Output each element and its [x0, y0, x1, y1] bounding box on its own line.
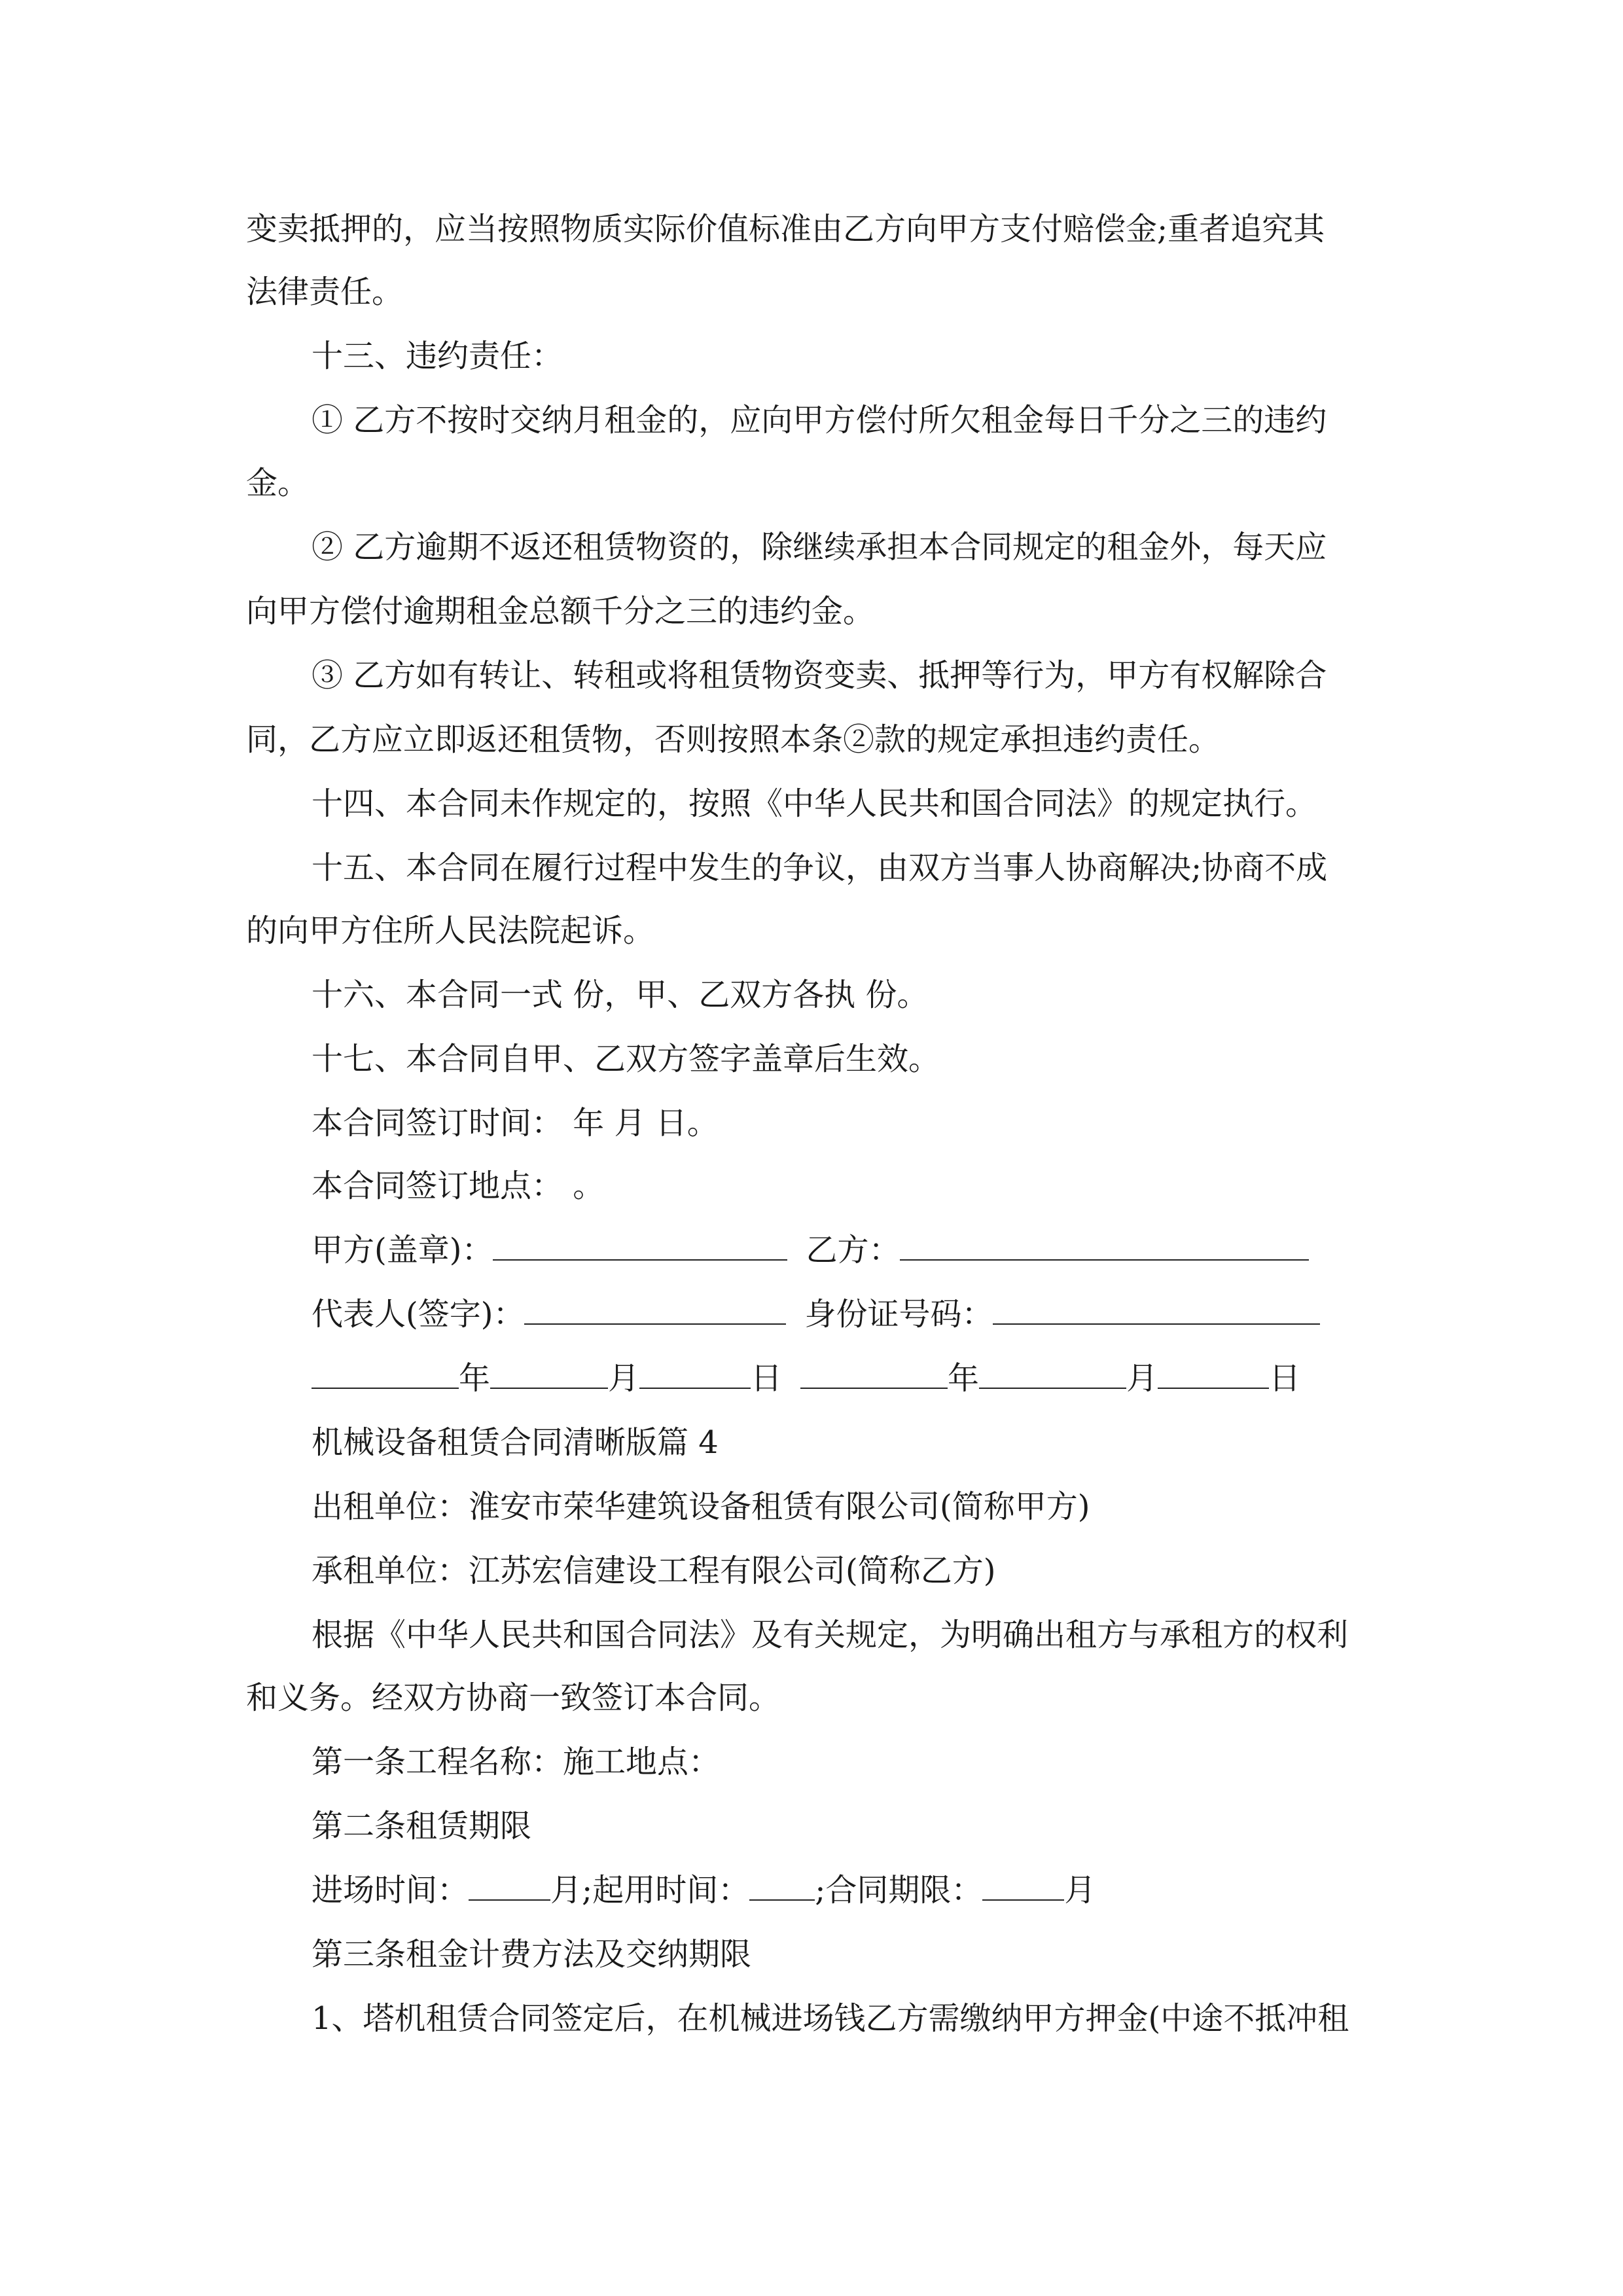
- paragraph-line: 1、塔机租赁合同签定后，在机械进场钱乙方需缴纳甲方押金(中途不抵冲租: [312, 2000, 1349, 2037]
- paragraph-line: 根据《中华人民共和国合同法》及有关规定，为明确出租方与承租方的权利: [312, 1617, 1349, 1653]
- contract-term-blank[interactable]: [982, 1871, 1064, 1901]
- party-a-label: 甲方(盖章)：: [312, 1232, 493, 1268]
- contract-term-label: ;合同期限：: [815, 1872, 983, 1909]
- date-month-blank[interactable]: [490, 1359, 608, 1389]
- date-day-blank[interactable]: [639, 1359, 751, 1389]
- id-number-blank[interactable]: [993, 1295, 1320, 1325]
- paragraph-line: 十六、本合同一式 份，甲、乙双方各执 份。: [312, 977, 929, 1013]
- entry-time-blank[interactable]: [469, 1871, 550, 1901]
- month-label: 月: [608, 1360, 640, 1397]
- representative-label: 代表人(签字)：: [312, 1296, 525, 1333]
- paragraph-line: 变卖抵押的，应当按照物质实际价值标准由乙方向甲方支付赔偿金;重者追究其: [246, 211, 1325, 247]
- representative-blank[interactable]: [524, 1295, 786, 1325]
- section-title: 机械设备租赁合同清晰版篇 4: [312, 1424, 719, 1461]
- date-year-blank[interactable]: [312, 1359, 459, 1389]
- lessee-line: 承租单位：江苏宏信建设工程有限公司(简称乙方): [312, 1552, 996, 1589]
- paragraph-line: 向甲方偿付逾期租金总额千分之三的违约金。: [246, 593, 875, 630]
- month-label: 月: [1064, 1872, 1096, 1909]
- signature-row-dates: [312, 1359, 1300, 1398]
- paragraph-line: 十五、本合同在履行过程中发生的争议，由双方当事人协商解决;协商不成: [312, 850, 1328, 886]
- paragraph-line: ② 乙方逾期不返还租赁物资的，除继续承担本合同规定的租金外，每天应: [312, 529, 1327, 565]
- paragraph-line: 十四、本合同未作规定的，按照《中华人民共和国合同法》的规定执行。: [312, 785, 1317, 822]
- lessor-line: 出租单位：淮安市荣华建筑设备租赁有限公司(简称甲方): [312, 1488, 1090, 1525]
- date-month-blank[interactable]: [979, 1359, 1126, 1389]
- signature-row-representative: [312, 1295, 1320, 1334]
- paragraph-line: 和义务。经双方协商一致签订本合同。: [246, 1679, 781, 1716]
- article-three: 第三条租金计费方法及交纳期限: [312, 1936, 752, 1973]
- paragraph-line: ① 乙方不按时交纳月租金的，应向甲方偿付所欠租金每日千分之三的违约: [312, 402, 1327, 439]
- party-b-blank[interactable]: [900, 1230, 1309, 1261]
- article-one: 第一条工程名称：施工地点：: [312, 1744, 721, 1780]
- year-label: 年: [948, 1360, 980, 1397]
- signing-date-line: 本合同签订时间： 年 月 日。: [312, 1105, 719, 1141]
- paragraph-line: 同，乙方应立即返还租赁物，否则按照本条②款的规定承担违约责任。: [246, 721, 1221, 758]
- article-two: 第二条租赁期限: [312, 1808, 532, 1844]
- paragraph-line: 十七、本合同自甲、乙双方签字盖章后生效。: [312, 1041, 940, 1077]
- paragraph-line: 法律责任。: [246, 274, 404, 310]
- start-time-label: 月;起用时间：: [550, 1872, 750, 1909]
- year-label: 年: [459, 1360, 491, 1397]
- term-line: [312, 1871, 1096, 1910]
- section-heading: 十三、违约责任：: [312, 338, 563, 374]
- signature-row-parties: [312, 1230, 1309, 1270]
- date-day-blank[interactable]: [1158, 1359, 1269, 1389]
- start-time-blank[interactable]: [749, 1871, 815, 1901]
- paragraph-line: 的向甲方住所人民法院起诉。: [246, 912, 655, 949]
- id-number-label: 身份证号码：: [804, 1296, 993, 1333]
- month-label: 月: [1126, 1360, 1158, 1397]
- day-label: 日: [751, 1360, 783, 1397]
- paragraph-line: 金。: [246, 465, 310, 501]
- date-year-blank[interactable]: [800, 1359, 948, 1389]
- day-label: 日: [1269, 1360, 1301, 1397]
- party-b-label: 乙方：: [806, 1232, 901, 1268]
- party-a-blank[interactable]: [493, 1230, 787, 1261]
- paragraph-line: ③ 乙方如有转让、转租或将租赁物资变卖、抵押等行为，甲方有权解除合: [312, 657, 1327, 694]
- signing-place-line: 本合同签订地点： 。: [312, 1168, 605, 1204]
- entry-time-label: 进场时间：: [312, 1872, 469, 1909]
